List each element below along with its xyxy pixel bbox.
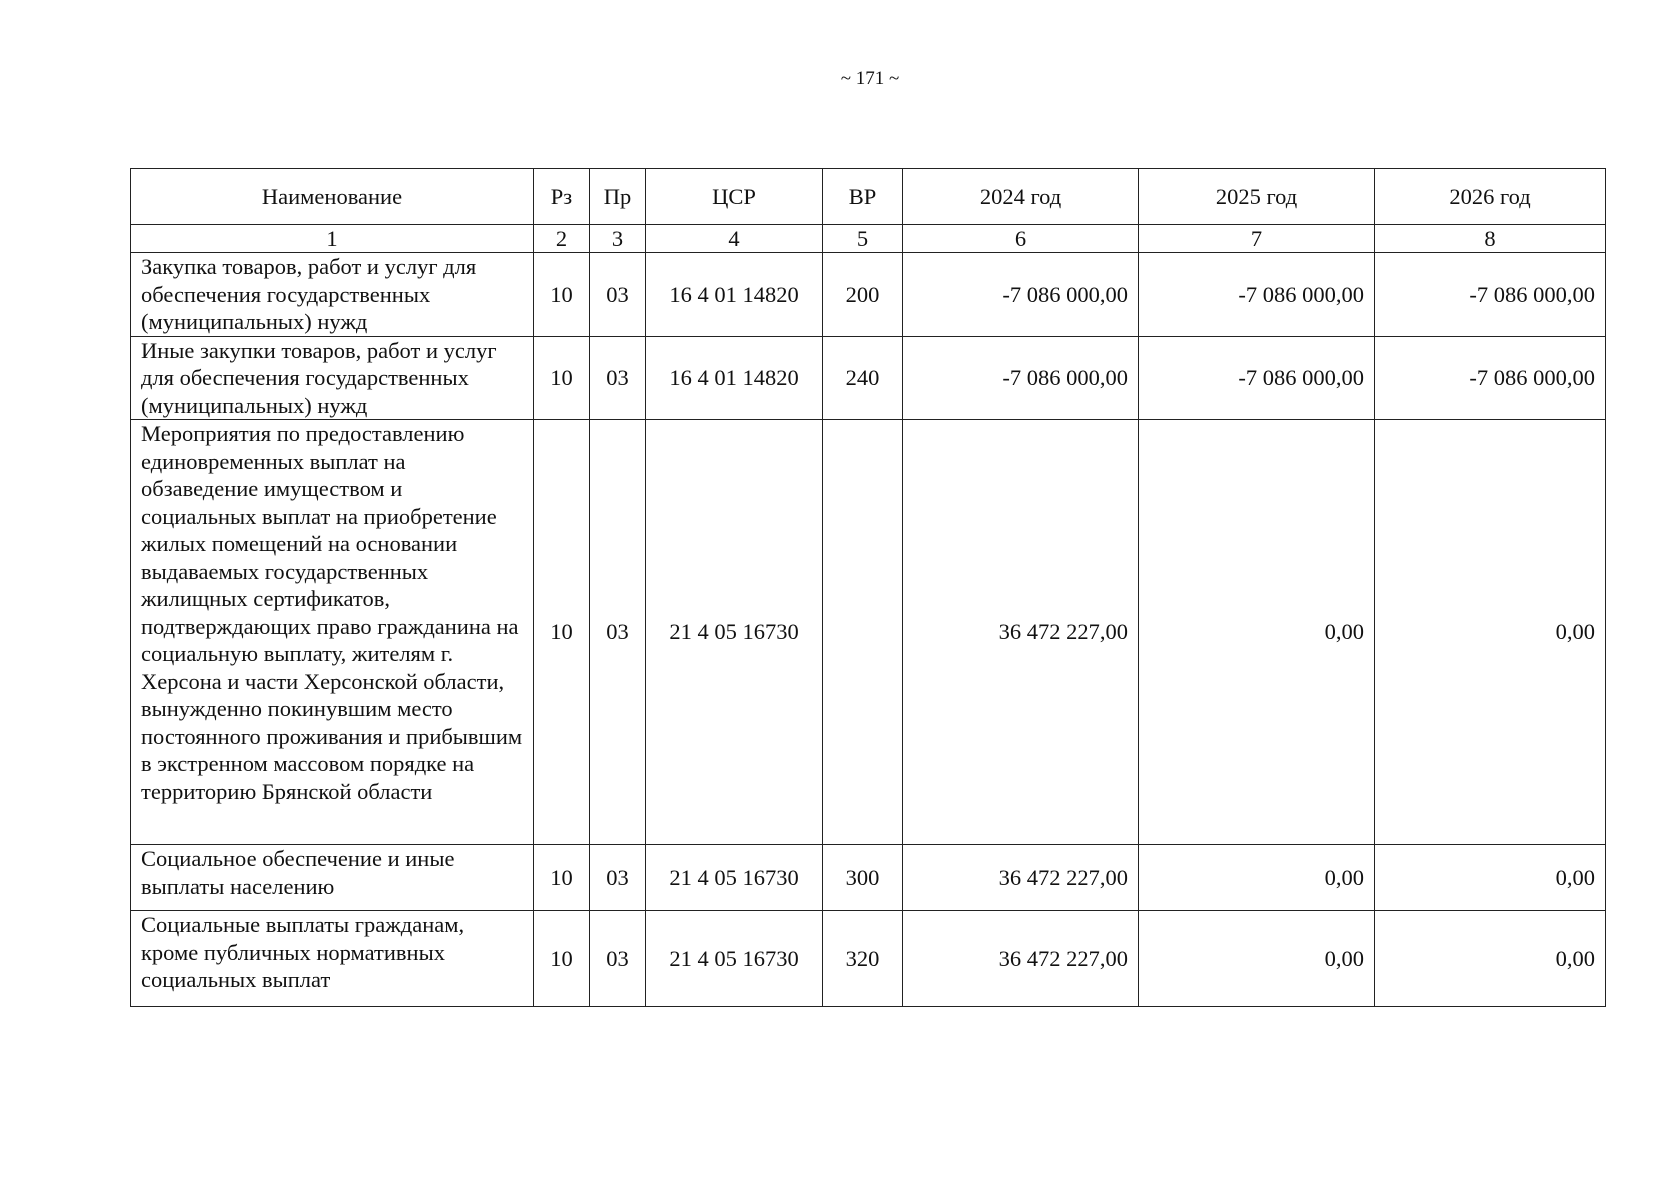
budget-table	[130, 168, 1606, 1007]
row-amount-2024: 36 472 227,00	[903, 845, 1139, 911]
table-row	[131, 253, 1606, 337]
header-vr: ВР	[823, 169, 903, 225]
row-amount-2024: 36 472 227,00	[903, 420, 1139, 845]
row-pr: 03	[590, 253, 646, 337]
header-pr: Пр	[590, 169, 646, 225]
row-vr: 320	[823, 911, 903, 1007]
row-name: Иные закупки товаров, работ и услуг для обеспечения государственных (муниципальных) нужд	[131, 336, 534, 420]
column-number: 1	[131, 225, 534, 253]
header-2024: 2024 год	[903, 169, 1139, 225]
row-pr: 03	[590, 420, 646, 845]
column-number: 8	[1375, 225, 1606, 253]
column-number-row	[131, 225, 1606, 253]
row-csr: 21 4 05 16730	[646, 845, 823, 911]
row-amount-2024: 36 472 227,00	[903, 911, 1139, 1007]
row-amount-2026: 0,00	[1375, 845, 1606, 911]
row-amount-2026: -7 086 000,00	[1375, 336, 1606, 420]
column-number: 5	[823, 225, 903, 253]
row-name: Закупка товаров, работ и услуг для обеспечения государственных (муниципальных) нужд	[131, 253, 534, 337]
row-csr: 21 4 05 16730	[646, 420, 823, 845]
column-number: 2	[534, 225, 590, 253]
row-amount-2025: -7 086 000,00	[1139, 253, 1375, 337]
row-amount-2025: -7 086 000,00	[1139, 336, 1375, 420]
header-row	[131, 169, 1606, 225]
row-amount-2025: 0,00	[1139, 420, 1375, 845]
table-row	[131, 845, 1606, 911]
row-vr: 300	[823, 845, 903, 911]
row-csr: 16 4 01 14820	[646, 336, 823, 420]
row-vr	[823, 420, 903, 845]
page-number: ~ 171 ~	[840, 68, 900, 89]
row-name: Социальные выплаты гражданам, кроме публичных нормативных социальных выплат	[131, 911, 534, 1007]
row-vr: 240	[823, 336, 903, 420]
header-name: Наименование	[131, 169, 534, 225]
column-number: 7	[1139, 225, 1375, 253]
row-amount-2024: -7 086 000,00	[903, 336, 1139, 420]
row-csr: 16 4 01 14820	[646, 253, 823, 337]
column-number: 6	[903, 225, 1139, 253]
column-number: 3	[590, 225, 646, 253]
row-rz: 10	[534, 420, 590, 845]
row-amount-2025: 0,00	[1139, 845, 1375, 911]
header-rz: Рз	[534, 169, 590, 225]
row-pr: 03	[590, 845, 646, 911]
row-amount-2026: 0,00	[1375, 911, 1606, 1007]
header-csr: ЦСР	[646, 169, 823, 225]
table-row	[131, 911, 1606, 1007]
row-vr: 200	[823, 253, 903, 337]
row-amount-2025: 0,00	[1139, 911, 1375, 1007]
row-rz: 10	[534, 845, 590, 911]
row-rz: 10	[534, 911, 590, 1007]
column-number: 4	[646, 225, 823, 253]
header-2025: 2025 год	[1139, 169, 1375, 225]
row-pr: 03	[590, 911, 646, 1007]
table-row	[131, 336, 1606, 420]
row-amount-2026: 0,00	[1375, 420, 1606, 845]
row-amount-2026: -7 086 000,00	[1375, 253, 1606, 337]
row-amount-2024: -7 086 000,00	[903, 253, 1139, 337]
row-name: Социальное обеспечение и иные выплаты населению	[131, 845, 534, 911]
header-2026: 2026 год	[1375, 169, 1606, 225]
row-name: Мероприятия по предоставлению единовременных выплат на обзаведение имуществом и социальных выплат на приобретение жилых помещений на основании выдаваемых государственных жилищных сертификатов, подтверждающих право гражданина на социальную выплату, жителям г. Херсона и части Херсонской области, вынужденно покинувшим место постоянного проживания и прибывшим в экстренном массовом порядке на территорию Брянской области	[131, 420, 534, 845]
row-rz: 10	[534, 253, 590, 337]
row-pr: 03	[590, 336, 646, 420]
row-rz: 10	[534, 336, 590, 420]
row-csr: 21 4 05 16730	[646, 911, 823, 1007]
table-row	[131, 420, 1606, 845]
